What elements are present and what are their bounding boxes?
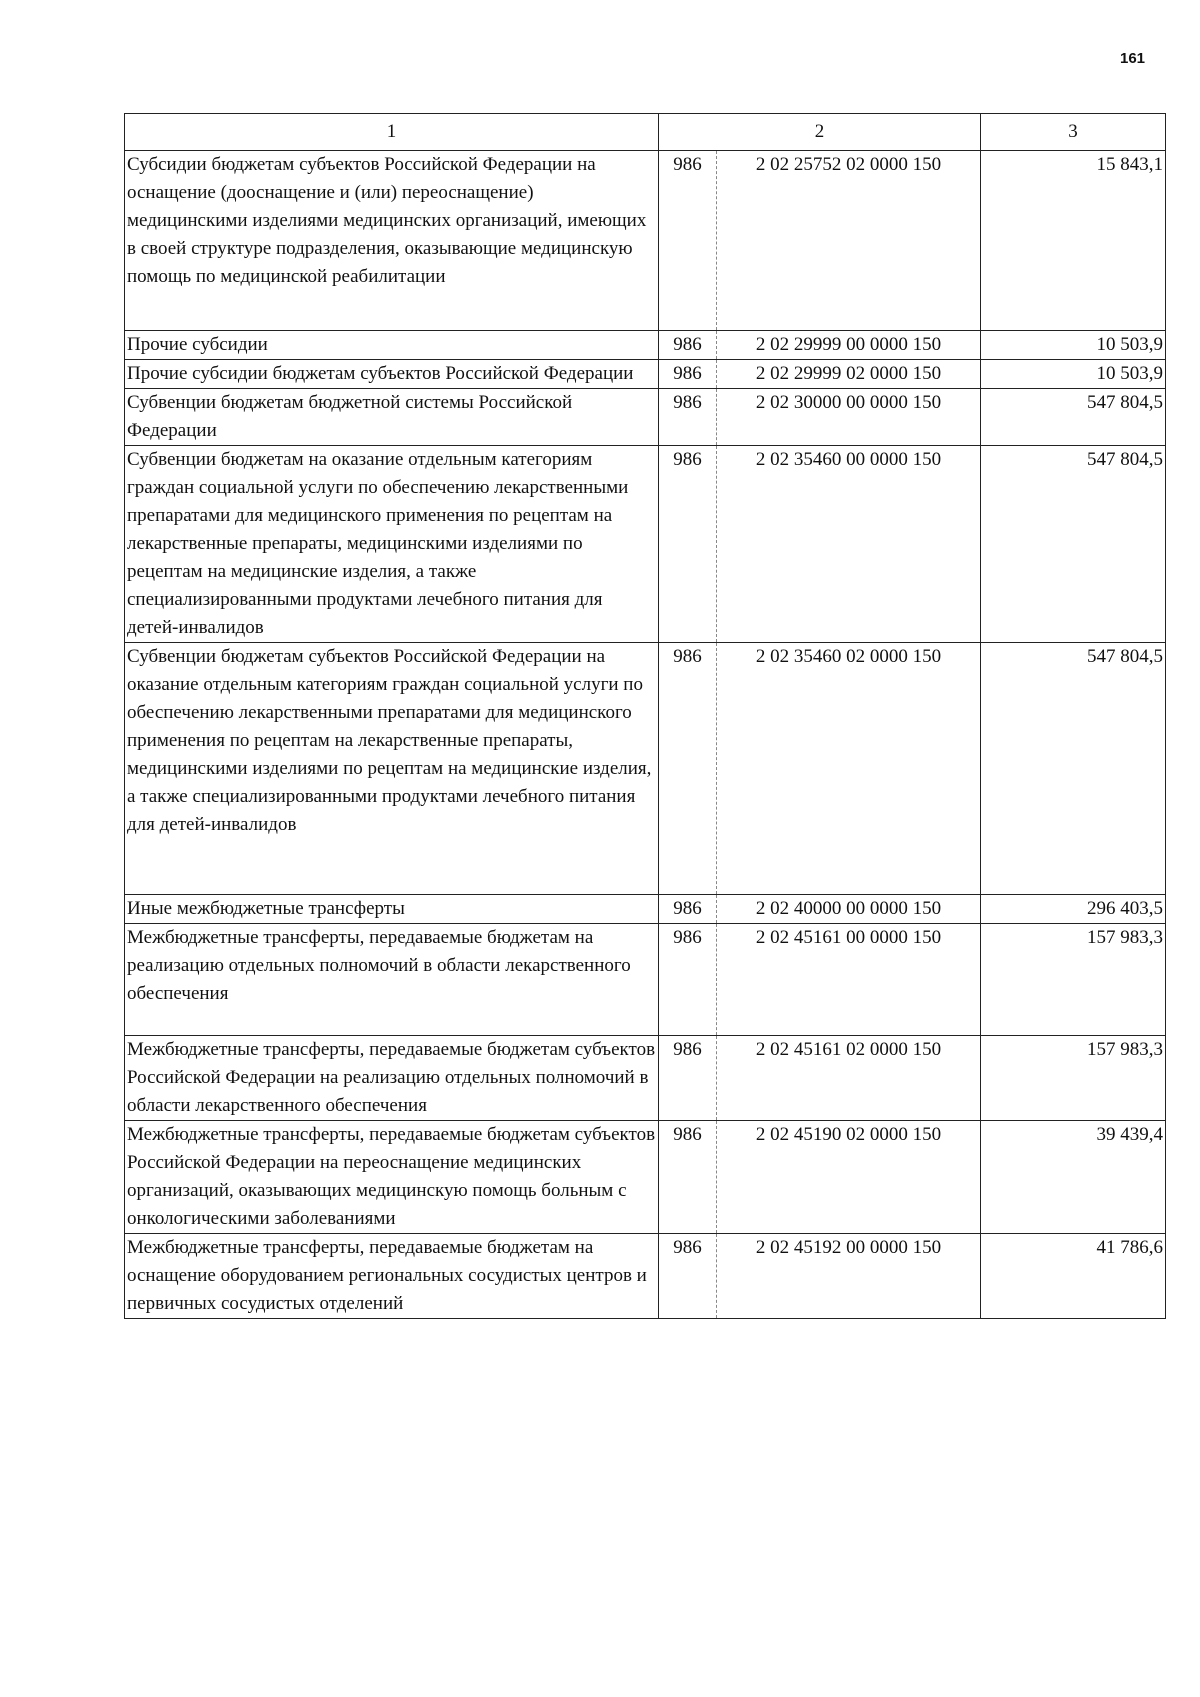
table-row bbox=[125, 1234, 1166, 1319]
page-number: 161 bbox=[1120, 50, 1146, 67]
table-row bbox=[125, 924, 1166, 1036]
table-row bbox=[125, 360, 1166, 389]
table-row bbox=[125, 643, 1166, 895]
row-budget-code: 2 02 45161 00 0000 150 bbox=[717, 924, 981, 1036]
table-row bbox=[125, 389, 1166, 446]
row-name: Субвенции бюджетам бюджетной системы Российской Федерации bbox=[125, 389, 659, 446]
row-admin-code: 986 bbox=[659, 1036, 717, 1121]
row-name: Субсидии бюджетам субъектов Российской Федерации на оснащение (дооснащение и (или) переоснащение) медицинскими изделиями медицинских организаций, имеющих в своей структуре подразделения, оказывающие медицинскую помощь по медицинской реабилитации bbox=[125, 151, 659, 331]
row-name: Межбюджетные трансферты, передаваемые бюджетам на реализацию отдельных полномочий в области лекарственного обеспечения bbox=[125, 924, 659, 1036]
row-budget-code: 2 02 29999 00 0000 150 bbox=[717, 331, 981, 360]
row-admin-code: 986 bbox=[659, 151, 717, 331]
row-admin-code: 986 bbox=[659, 1234, 717, 1319]
row-admin-code: 986 bbox=[659, 924, 717, 1036]
row-name: Прочие субсидии бюджетам субъектов Российской Федерации bbox=[125, 360, 659, 389]
row-budget-code: 2 02 25752 02 0000 150 bbox=[717, 151, 981, 331]
row-budget-code: 2 02 35460 02 0000 150 bbox=[717, 643, 981, 895]
header-col-1: 1 bbox=[125, 114, 659, 151]
row-name: Межбюджетные трансферты, передаваемые бюджетам субъектов Российской Федерации на переоснащение медицинских организаций, оказывающих медицинскую помощь больным с онкологическими заболеваниями bbox=[125, 1121, 659, 1234]
row-budget-code: 2 02 29999 02 0000 150 bbox=[717, 360, 981, 389]
row-admin-code: 986 bbox=[659, 1121, 717, 1234]
row-name: Межбюджетные трансферты, передаваемые бюджетам на оснащение оборудованием региональных сосудистых центров и первичных сосудистых отделений bbox=[125, 1234, 659, 1319]
row-admin-code: 986 bbox=[659, 389, 717, 446]
row-amount: 157 983,3 bbox=[981, 924, 1166, 1036]
row-amount: 41 786,6 bbox=[981, 1234, 1166, 1319]
row-admin-code: 986 bbox=[659, 895, 717, 924]
row-amount: 296 403,5 bbox=[981, 895, 1166, 924]
table-row bbox=[125, 895, 1166, 924]
row-budget-code: 2 02 45190 02 0000 150 bbox=[717, 1121, 981, 1234]
row-amount: 10 503,9 bbox=[981, 360, 1166, 389]
row-name: Субвенции бюджетам субъектов Российской Федерации на оказание отдельным категориям граждан социальной услуги по обеспечению лекарственными препаратами для медицинского применения по рецептам на лекарственные препараты, медицинскими изделиями по рецептам на медицинские изделия, а также специализированными продуктами лечебного питания для детей-инвалидов bbox=[125, 643, 659, 895]
row-admin-code: 986 bbox=[659, 360, 717, 389]
row-name: Иные межбюджетные трансферты bbox=[125, 895, 659, 924]
header-col-3: 3 bbox=[981, 114, 1166, 151]
row-budget-code: 2 02 45192 00 0000 150 bbox=[717, 1234, 981, 1319]
row-budget-code: 2 02 45161 02 0000 150 bbox=[717, 1036, 981, 1121]
row-amount: 15 843,1 bbox=[981, 151, 1166, 331]
row-amount: 547 804,5 bbox=[981, 389, 1166, 446]
header-row bbox=[125, 114, 1166, 151]
row-admin-code: 986 bbox=[659, 643, 717, 895]
row-amount: 157 983,3 bbox=[981, 1036, 1166, 1121]
table-row bbox=[125, 1121, 1166, 1234]
table-row bbox=[125, 446, 1166, 643]
row-name: Субвенции бюджетам на оказание отдельным категориям граждан социальной услуги по обеспечению лекарственными препаратами для медицинского применения по рецептам на лекарственные препараты, медицинскими изделиями по рецептам на медицинские изделия, а также специализированными продуктами лечебного питания для детей-инвалидов bbox=[125, 446, 659, 643]
row-amount: 39 439,4 bbox=[981, 1121, 1166, 1234]
row-budget-code: 2 02 35460 00 0000 150 bbox=[717, 446, 981, 643]
row-budget-code: 2 02 40000 00 0000 150 bbox=[717, 895, 981, 924]
table-row bbox=[125, 151, 1166, 331]
row-name: Межбюджетные трансферты, передаваемые бюджетам субъектов Российской Федерации на реализацию отдельных полномочий в области лекарственного обеспечения bbox=[125, 1036, 659, 1121]
row-admin-code: 986 bbox=[659, 331, 717, 360]
table-row bbox=[125, 1036, 1166, 1121]
table-row bbox=[125, 331, 1166, 360]
header-col-2: 2 bbox=[659, 114, 981, 151]
row-amount: 547 804,5 bbox=[981, 643, 1166, 895]
row-budget-code: 2 02 30000 00 0000 150 bbox=[717, 389, 981, 446]
row-name: Прочие субсидии bbox=[125, 331, 659, 360]
budget-table bbox=[124, 113, 1166, 1319]
row-amount: 10 503,9 bbox=[981, 331, 1166, 360]
row-amount: 547 804,5 bbox=[981, 446, 1166, 643]
row-admin-code: 986 bbox=[659, 446, 717, 643]
